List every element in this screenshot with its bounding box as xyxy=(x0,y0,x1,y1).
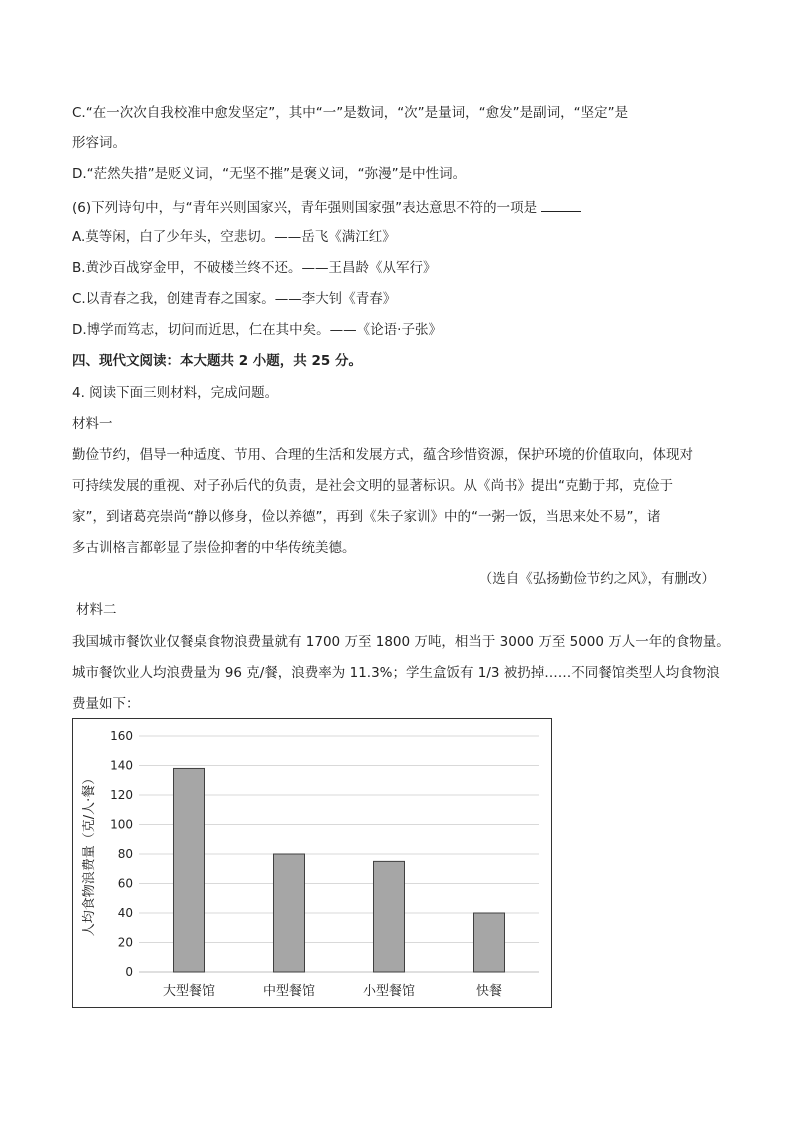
choice-b: B.黄沙百战穿金甲，不破楼兰终不还。——王昌龄《从军行》 xyxy=(72,260,437,276)
material-1-para-line-2: 可持续发展的重视、对子孙后代的负责，是社会文明的显著标识。从《尚书》提出“克勤于邦，克俭于 xyxy=(72,478,673,494)
question-4: 4. 阅读下面三则材料，完成问题。 xyxy=(72,385,279,401)
material-2-para-line-3: 费量如下： xyxy=(72,696,140,712)
y-tick-label: 20 xyxy=(117,935,133,950)
material-2-para-line-2: 城市餐饮业人均浪费量为 96 克/餐，浪费率为 11.3%；学生盒饭有 1/3 被扔掉……不同餐馆类型人均食物浪 xyxy=(72,665,720,681)
bar-chart-svg xyxy=(73,719,551,1007)
option-c-line-1: C.“在一次次自我校准中愈发坚定”，其中“一”是数词，“次”是量词，“愈发”是副词，“坚定”是 xyxy=(72,105,629,121)
question-6-text: (6)下列诗句中，与“青年兴则国家兴，青年强则国家强”表达意思不符的一项是 xyxy=(72,200,538,216)
y-tick-label: 140 xyxy=(110,758,133,773)
option-c-line-2: 形容词。 xyxy=(72,135,126,151)
x-category-label: 快餐 xyxy=(475,984,503,999)
material-1-para-line-4: 多古训格言都彰显了崇俭抑奢的中华传统美德。 xyxy=(72,540,356,556)
section-heading: 四、现代文阅读：本大题共 2 小题，共 25 分。 xyxy=(72,353,362,369)
choice-c: C.以青春之我，创建青春之国家。——李大钊《青春》 xyxy=(72,291,397,307)
material-1-para-line-1: 勤俭节约，倡导一种适度、节用、合理的生活和发展方式，蕴含珍惜资源，保护环境的价值取向，体现对 xyxy=(72,447,693,463)
bar xyxy=(174,768,205,972)
bar xyxy=(374,861,405,972)
y-tick-label: 120 xyxy=(110,788,133,802)
y-tick-label: 60 xyxy=(117,876,133,891)
y-tick-label: 160 xyxy=(110,729,133,743)
choice-d: D.博学而笃志，切问而近思，仁在其中矣。——《论语·子张》 xyxy=(72,322,442,338)
x-category-label: 中型餐馆 xyxy=(262,984,316,999)
y-tick-label: 40 xyxy=(117,906,133,920)
bar xyxy=(474,913,505,972)
y-axis-label: 人均食物浪费量（克/人·餐） xyxy=(82,771,97,937)
bar-chart xyxy=(72,718,552,1008)
x-category-label: 小型餐馆 xyxy=(362,984,416,999)
material-1-source: （选自《弘扬勤俭节约之风》，有删改） xyxy=(478,571,715,587)
y-tick-label: 100 xyxy=(110,817,133,832)
material-2-title: 材料二 xyxy=(76,602,117,618)
y-tick-label: 0 xyxy=(125,965,133,979)
y-tick-label: 80 xyxy=(117,847,133,861)
bar xyxy=(274,854,305,972)
question-6 xyxy=(72,197,581,218)
material-1-title: 材料一 xyxy=(72,416,113,432)
material-1-para-line-3: 家”，到诸葛亮崇尚“静以修身，俭以养德”，再到《朱子家训》中的“一粥一饭，当思来处不易”，诸 xyxy=(72,509,661,525)
answer-blank xyxy=(541,197,581,212)
choice-a: A.莫等闲，白了少年头，空悲切。——岳飞《满江红》 xyxy=(72,229,396,245)
option-d-line: D.“茫然失措”是贬义词，“无坚不摧”是褒义词，“弥漫”是中性词。 xyxy=(72,166,467,182)
x-category-label: 大型餐馆 xyxy=(162,984,216,999)
material-2-para-line-1: 我国城市餐饮业仅餐桌食物浪费量就有 1700 万至 1800 万吨，相当于 3000 万至 5000 万人一年的食物量。 xyxy=(72,634,730,650)
